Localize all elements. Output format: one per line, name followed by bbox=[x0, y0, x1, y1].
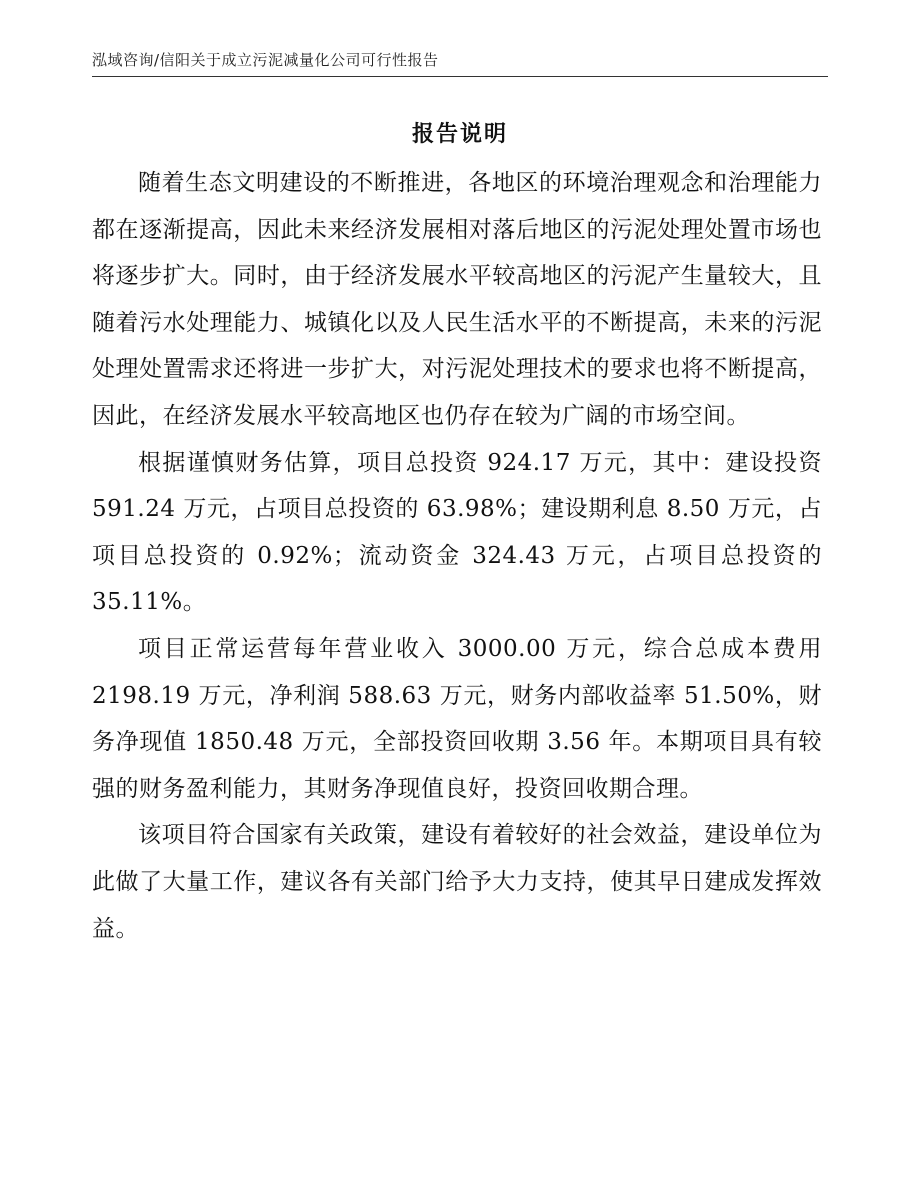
running-header: 泓域咨询/信阳关于成立污泥减量化公司可行性报告 bbox=[92, 51, 439, 69]
report-body bbox=[92, 160, 822, 952]
paragraph-conclusion: 该项目符合国家有关政策，建设有着较好的社会效益，建设单位为此做了大量工作，建议各有关部门给予大力支持，使其早日建成发挥效益。 bbox=[92, 822, 822, 942]
paragraph-investment: 根据谨慎财务估算，项目总投资 924.17 万元，其中：建设投资 591.24 万元，占项目总投资的 63.98%；建设期利息 8.50 万元，占项目总投资的 0.92%；流动资金 324.43 万元，占项目总投资的 35.11%。 bbox=[92, 449, 822, 616]
header-divider bbox=[92, 76, 828, 77]
page-title: 报告说明 bbox=[411, 122, 508, 147]
paragraph-background: 随着生态文明建设的不断推进，各地区的环境治理观念和治理能力都在逐渐提高，因此未来经济发展相对落后地区的污泥处理处置市场也将逐步扩大。同时，由于经济发展水平较高地区的污泥产生量较大，且随着污水处理能力、城镇化以及人民生活水平的不断提高，未来的污泥处理处置需求还将进一步扩大，对污泥处理技术的要求也将不断提高，因此，在经济发展水平较高地区也仍存在较为广阔的市场空间。 bbox=[92, 170, 822, 429]
paragraph-financials: 项目正常运营每年营业收入 3000.00 万元，综合总成本费用 2198.19 万元，净利润 588.63 万元，财务内部收益率 51.50%，财务净现值 1850.48 万元，全部投资回收期 3.56 年。本期项目具有较强的财务盈利能力，其财务净现值良好，投资回收期合理。 bbox=[92, 635, 822, 802]
